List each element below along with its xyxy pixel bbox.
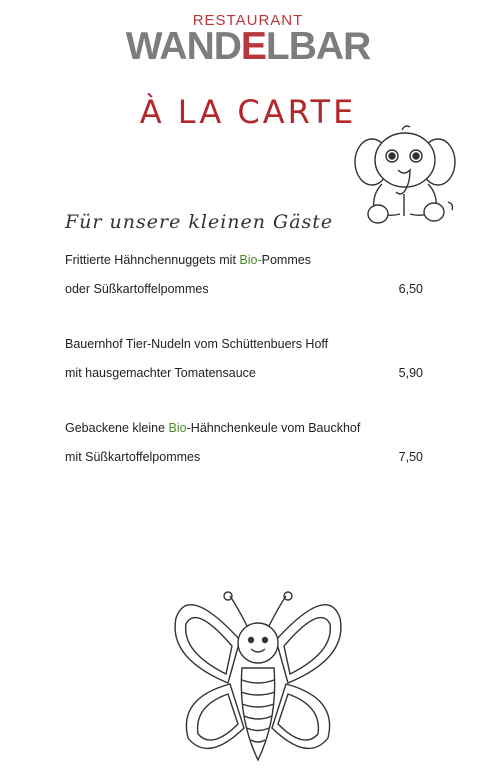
- item-1-line-2: oder Süßkartoffelpommes: [65, 282, 209, 296]
- item-2-price: 5,90: [398, 366, 423, 380]
- elephant-icon: [352, 122, 456, 230]
- logo-accent-letter: E: [240, 25, 266, 68]
- item-1-price: 6,50: [398, 282, 423, 296]
- item-3-text-b: -Hähnchenkeule vom Bauckhof: [186, 421, 361, 435]
- item-2-line-2: mit hausgemachter Tomatensauce: [65, 366, 256, 380]
- item-1-line-1: [65, 253, 311, 267]
- item-3-price: 7,50: [398, 450, 423, 464]
- item-1-bio-label: Bio-: [239, 253, 262, 267]
- logo-part2: LBAR: [265, 25, 371, 68]
- item-2-line-1: Bauernhof Tier-Nudeln vom Schüttenbuers Hoff: [65, 337, 329, 351]
- item-3-bio-label: Bio: [168, 421, 187, 435]
- page-title: À LA CARTE: [139, 93, 357, 131]
- logo-wordmark: [0, 27, 496, 66]
- item-3-text-a: Gebackene kleine: [65, 421, 169, 435]
- item-3-line-2: mit Süßkartoffelpommes: [65, 450, 201, 464]
- section-title: Für unsere kleinen Gäste: [65, 211, 334, 233]
- item-1-text-b: Pommes: [261, 253, 311, 267]
- logo-restaurant-label: RESTAURANT: [192, 12, 304, 29]
- item-3-line-1: [65, 421, 360, 435]
- logo-part1: WAND: [125, 25, 241, 68]
- item-1-text-a: Frittierte Hähnchennuggets mit: [65, 253, 240, 267]
- butterfly-icon: [168, 588, 348, 766]
